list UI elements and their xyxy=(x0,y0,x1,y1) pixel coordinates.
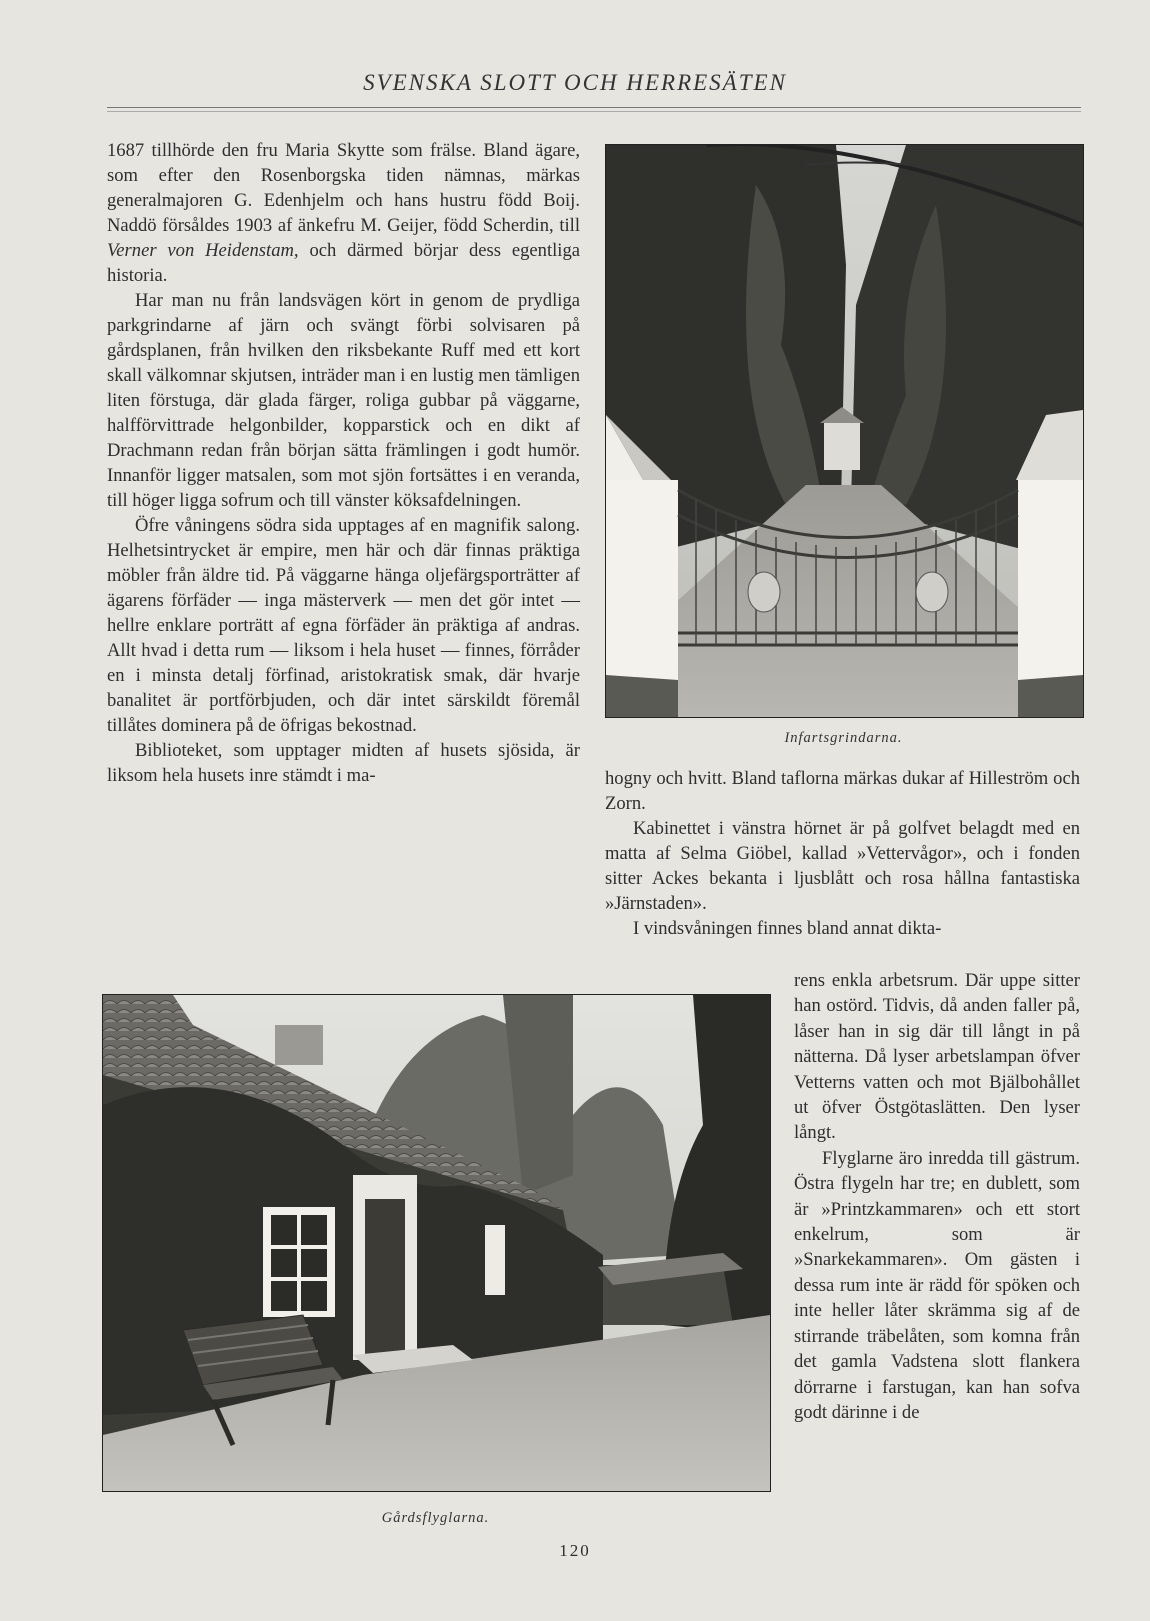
page-number: 120 xyxy=(559,1541,591,1560)
paragraph-wings: Flyglarne äro inredda till gästrum. Östra flygeln har tre; en dublett, som är »Printzkammaren» och ett stort enkelrum, som är »Snarkekammaren». Om gästen i dessa rum inte är rädd för spöken och inte heller låter skrämma sig af de stirrande träbelåten, som komna från det gamla Vadstena slott flankera dörrarne i farstugan, kan han sofva godt därinne i de xyxy=(794,1147,1080,1423)
header-rule-lower xyxy=(107,111,1081,112)
gates-photo xyxy=(605,144,1084,718)
header-rule xyxy=(107,107,1081,108)
paragraph-ownership: 1687 tillhörde den fru Maria Skytte som frälse. Bland ägare, som efter den Rosenborgska tiden nämnas, märkas generalmajoren G. Edenhjelm och hans hustru född Boij. Naddö försåldes 1903 af änkefru M. Geijer, född Scherdin, till Verner von Heidenstam, och därmed börjar dess egentliga historia. xyxy=(107,140,580,286)
wings-photo xyxy=(102,994,771,1492)
narrow-text-column xyxy=(794,968,1080,1425)
paragraph-entrance: Har man nu från landsvägen kört in genom de prydliga parkgrindarne af järn och svängt förbi solvisaren på gårdsplanen, från hvilken den riksbekante Ruff med ett kort skall välkomnar skjutsen, inträder man i en lustig men tämligen liten förstuga, där glada färger, roliga gubbar på väggarne, halfförvittrade helgonbilder, kopparstick och en dikt af Drachmann redan från början sätta främlingen i godt humör. Innanför ligger matsalen, som mot sjön fortsättes i en veranda, till höger ligga sofrum och till vänster köksafdelningen. xyxy=(107,290,581,511)
right-text-column xyxy=(605,766,1080,941)
wings-illustration xyxy=(103,995,770,1491)
paragraph-cabinet: Kabinettet i vänstra hörnet är på golfvet belagdt med en matta af Selma Giöbel, kallad »Vettervågor», och i fonden sitter Ackes bekanta i ljusblått och rosa hållna fantastiska »Järnstaden». xyxy=(605,818,1080,914)
wings-caption: Gårdsflyglarna. xyxy=(381,1510,490,1526)
paragraph-attic-start: I vindsvåningen finnes bland annat dikta- xyxy=(633,918,942,939)
paragraph-attic-continued: rens enkla arbetsrum. Där uppe sitter han ostörd. Tidvis, då anden faller på, låser han in sig där till långt in på nätterna. Då lyser arbetslampan öfver Vetterns vatten och mot Bjälbohållet ut öfver Östgötaslätten. Den lyser långt. xyxy=(794,970,1080,1144)
running-header: SVENSKA SLOTT OCH HERRESÄTEN xyxy=(363,70,787,95)
gates-caption: Infartsgrindarna. xyxy=(784,730,903,746)
author-name: Verner von Heidenstam, xyxy=(107,240,299,261)
paragraph-upper-floor: Öfre våningens södra sida upptages af en magnifik salong. Helhetsintrycket är empire, men här och där finnas präktiga möbler från äldre tid. På väggarne hänga oljefärgsporträtter af ägarens förfäder — inga mästerverk — men det gör intet — hellre enklare porträtt af egna förfäder än präktiga af andras. Allt hvad i detta rum — liksom i hela huset — finnes, förråder en i minsta detalj förfinad, aristokratisk smak, där hvarje banalitet är portförbjuden, och där intet särskildt föremål tillåtes dominera på de öfrigas bekostnad. xyxy=(107,515,580,736)
gates-illustration xyxy=(606,145,1083,717)
left-text-column xyxy=(107,138,580,788)
paragraph-library: Biblioteket, som upptager midten af husets sjösida, är liksom hela husets inre stämdt i ma- xyxy=(107,740,580,786)
paragraph-paintings: hogny och hvitt. Bland taflorna märkas dukar af Hilleström och Zorn. xyxy=(605,768,1080,814)
